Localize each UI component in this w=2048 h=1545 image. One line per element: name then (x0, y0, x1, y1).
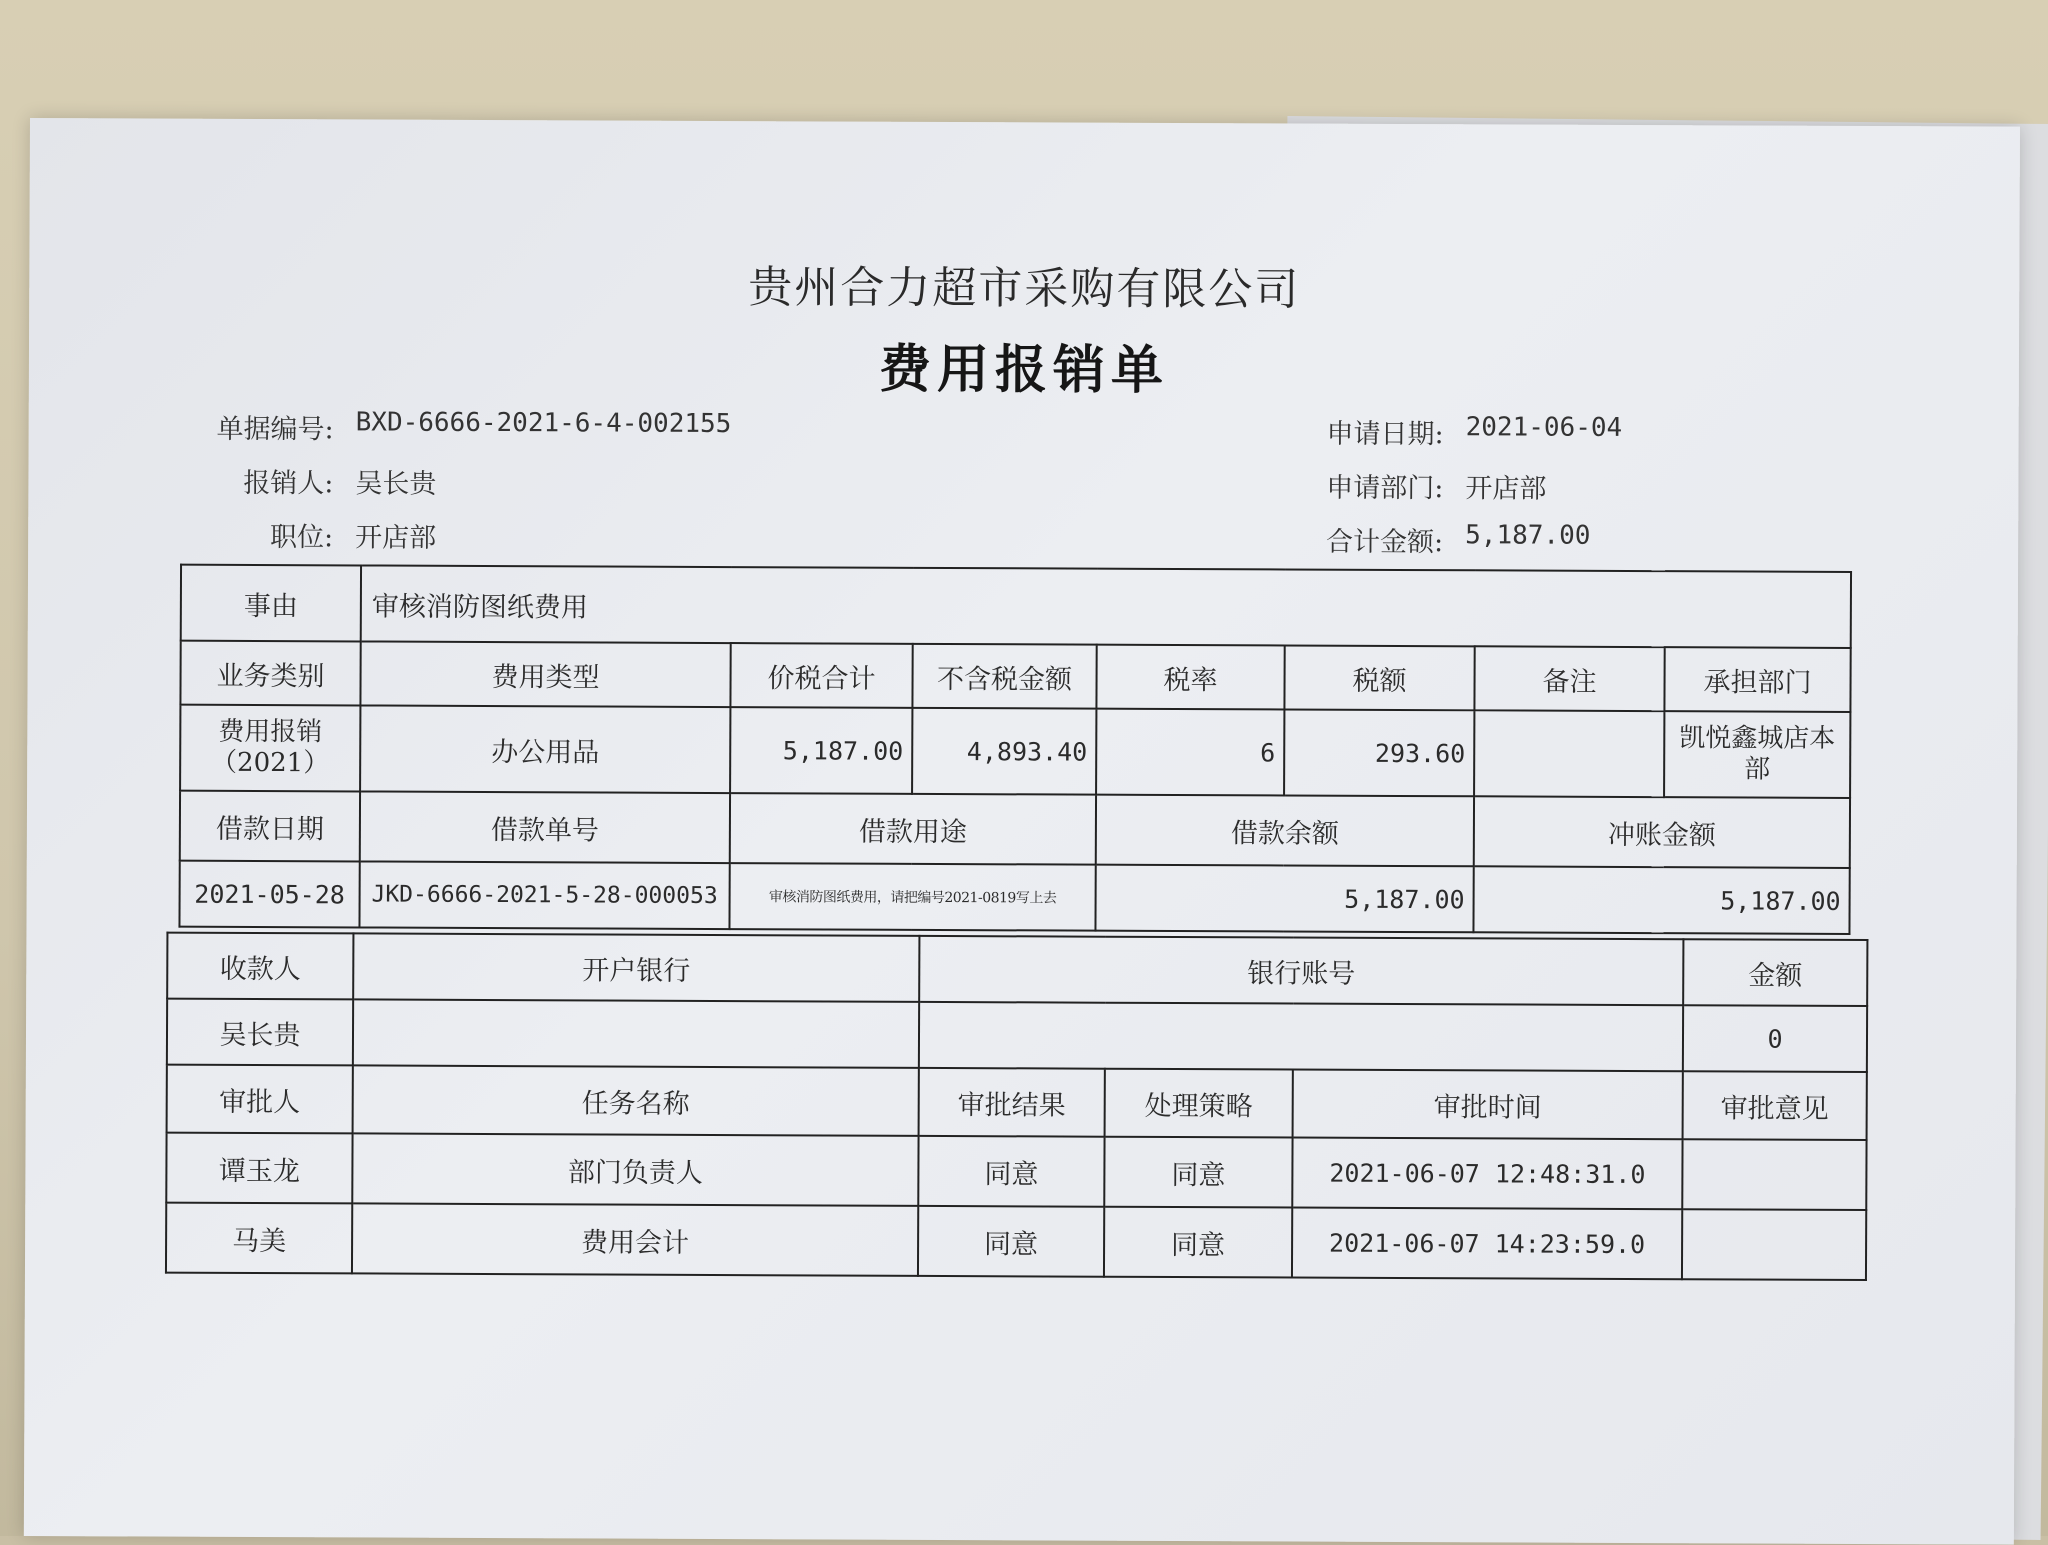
header-bank: 开户银行 (353, 933, 919, 1001)
doc-no-label: 单据编号: (216, 413, 334, 446)
header-approver: 审批人 (167, 1065, 353, 1134)
header-opinion: 审批意见 (1683, 1071, 1867, 1140)
expense-form-sheet (24, 118, 2020, 1545)
header-remark: 备注 (1474, 646, 1664, 711)
reason-label: 事由 (181, 565, 361, 642)
expense-header-row (180, 641, 1850, 712)
form-title: 费用报销单 (878, 339, 1170, 401)
loan-balance: 5,187.00 (1095, 865, 1473, 933)
header-strategy: 处理策略 (1105, 1069, 1293, 1138)
header-loan-offset: 冲账金额 (1474, 796, 1850, 868)
approval-result: 同意 (918, 1136, 1104, 1207)
header-bearing-dept: 承担部门 (1664, 647, 1850, 712)
meta-position (203, 515, 436, 555)
dept-label: 申请部门: (1326, 472, 1444, 505)
payee-bank (353, 999, 919, 1067)
apply-date-value: 2021-06-04 (1465, 412, 1623, 443)
expense-gross: 5,187.00 (730, 707, 912, 794)
payee-name: 吴长贵 (167, 999, 353, 1066)
approval-strategy: 同意 (1104, 1137, 1292, 1208)
header-type: 费用类型 (360, 641, 730, 707)
total-label: 合计金额: (1325, 526, 1444, 559)
payee-data-row (167, 999, 1867, 1072)
loan-offset: 5,187.00 (1473, 866, 1849, 934)
payee-amount: 0 (1683, 1005, 1867, 1072)
reason-value: 审核消防图纸费用 (361, 565, 1851, 648)
header-account: 银行账号 (919, 936, 1683, 1005)
position-label: 职位: (269, 522, 334, 554)
header-rate: 税率 (1096, 645, 1284, 710)
expense-rate: 6 (1096, 709, 1284, 796)
approval-time: 2021-06-07 14:23:59.0 (1292, 1208, 1682, 1280)
loan-data-row (179, 861, 1849, 934)
meta-claimant (203, 461, 436, 501)
meta-total (1293, 520, 1590, 560)
expense-bearing-dept: 凯悦鑫城店本部 (1664, 711, 1850, 798)
approval-opinion (1682, 1209, 1866, 1280)
header-loan-balance: 借款余额 (1096, 795, 1474, 867)
apply-date-label: 申请日期: (1326, 418, 1444, 451)
meta-dept (1293, 466, 1546, 506)
approval-header-row (167, 1065, 1867, 1140)
header-net: 不含税金额 (912, 644, 1096, 709)
header-time: 审批时间 (1293, 1070, 1683, 1140)
header-category: 业务类别 (180, 641, 360, 706)
expense-table (178, 564, 1852, 935)
loan-purpose: 审核消防图纸费用，请把编号2021-0819写上去 (729, 863, 1095, 931)
header-gross: 价税合计 (730, 643, 912, 708)
approval-row (166, 1203, 1866, 1280)
expense-category: 费用报销（2021） (180, 705, 360, 792)
reason-row (181, 565, 1851, 648)
approval-approver: 谭玉龙 (166, 1133, 352, 1204)
header-tax: 税额 (1284, 645, 1474, 710)
expense-net: 4,893.40 (912, 708, 1096, 795)
claimant-value: 吴长贵 (355, 468, 437, 500)
company-name: 贵州合力超市采购有限公司 (748, 262, 1301, 316)
approval-strategy: 同意 (1104, 1207, 1292, 1278)
doc-no-value: BXD-6666-2021-6-4-002155 (355, 407, 732, 440)
approval-row (166, 1133, 1866, 1210)
header-payee: 收款人 (167, 933, 353, 1000)
loan-date: 2021-05-28 (179, 861, 359, 928)
loan-no: JKD-6666-2021-5-28-000053 (359, 861, 729, 929)
header-loan-purpose: 借款用途 (730, 793, 1096, 865)
expense-data-row (180, 705, 1850, 798)
header-loan-no: 借款单号 (360, 791, 730, 863)
header-amount: 金额 (1683, 939, 1867, 1006)
meta-apply-date (1294, 412, 1623, 452)
approval-task: 费用会计 (352, 1203, 918, 1275)
position-value: 开店部 (355, 522, 437, 554)
payee-account (919, 1002, 1683, 1071)
expense-type: 办公用品 (360, 705, 730, 793)
expense-tax: 293.60 (1284, 709, 1474, 796)
approval-opinion (1682, 1139, 1866, 1210)
header-loan-date: 借款日期 (180, 791, 360, 862)
header-task: 任务名称 (353, 1065, 919, 1135)
loan-header-row (180, 791, 1850, 868)
header-result: 审批结果 (919, 1068, 1105, 1137)
approval-task: 部门负责人 (352, 1133, 918, 1205)
approval-approver: 马美 (166, 1203, 352, 1274)
approval-time: 2021-06-07 12:48:31.0 (1292, 1138, 1682, 1210)
payee-header-row (167, 933, 1867, 1006)
approval-result: 同意 (918, 1206, 1104, 1277)
dept-value: 开店部 (1465, 473, 1547, 505)
meta-doc-no (204, 407, 732, 448)
expense-remark (1474, 710, 1664, 797)
claimant-label: 报销人: (243, 467, 334, 500)
payee-approval-table (165, 932, 1869, 1281)
total-value: 5,187.00 (1465, 520, 1591, 551)
